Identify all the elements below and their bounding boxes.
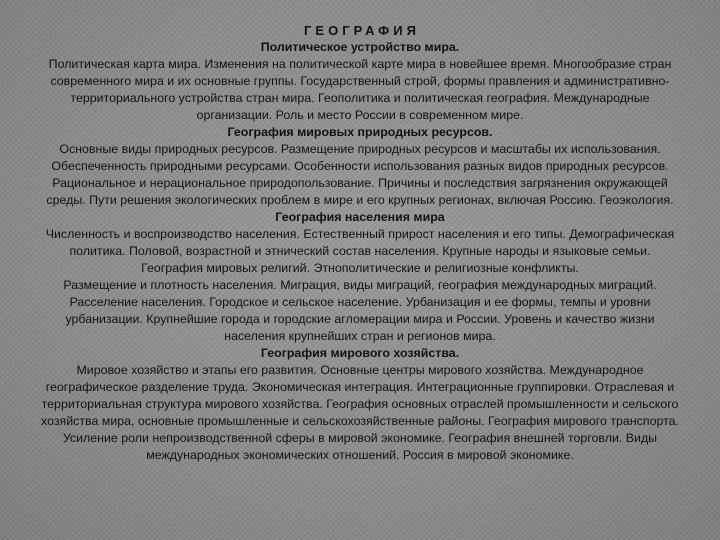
section-political-structure: [40, 39, 680, 124]
section-population: [40, 209, 680, 345]
section-paragraph: Численность и воспроизводство населения. Естественный прирост населения и его типы. Демографическая политика. Половой, возрастной и этнический состав населения. Крупные народы и языковые семьи. География мировых религий. Этнополитические и религиозные конфликты.: [45, 227, 675, 275]
section-paragraph: Мировое хозяйство и этапы его развития. Основные центры мирового хозяйства. Международное географическое разделение труда. Экономическая интеграция. Интеграционные группировки. Отраслевая и территориальная структура мирового хозяйства. География основных отраслей промышленности и сельского хозяйства мира, основные промышленные и сельскохозяйственные районы. География мирового транспорта. Усиление роли непроизводственной сферы в мировой экономике. География внешней торговли. Виды международных экономических отношений. Россия в мировой экономике.: [41, 363, 679, 462]
section-paragraph: Политическая карта мира. Изменения на политической карте мира в новейшее время. Многообразие стран современного мира и их основные группы. Государственный строй, формы правления и административно-территориального устройства стран мира. Геополитика и политическая география. Международные организации. Роль и место России в современном мире.: [48, 57, 672, 122]
section-heading: География мирового хозяйства.: [260, 346, 460, 360]
slide-content: [40, 22, 680, 464]
slide-title: ГЕОГРАФИЯ: [304, 23, 420, 38]
section-heading: География мировых природных ресурсов.: [227, 125, 493, 139]
section-paragraph: Основные виды природных ресурсов. Размещение природных ресурсов и масштабы их использования. Обеспеченность природными ресурсами. Особенности использования разных видов природных ресурсов. Рациональное и нерациональное природопользование. Причины и последствия загрязнения окружающей среды. Пути решения экологических проблем в мире и его крупных регионах, включая Россию. Геоэкология.: [46, 142, 674, 207]
section-heading: Политическое устройство мира.: [260, 40, 460, 54]
section-heading: География населения мира: [275, 210, 445, 224]
section-natural-resources: [40, 124, 680, 209]
section-world-economy: [40, 345, 680, 464]
section-paragraph: Размещение и плотность населения. Миграция, виды миграций, география международных миграций. Расселение населения. Городское и сельское население. Урбанизация и ее формы, темпы и уровни урбанизации. Крупнейшие города и городские агломерации мира и России. Уровень и качество жизни населения крупнейших стран и регионов мира.: [63, 278, 657, 343]
